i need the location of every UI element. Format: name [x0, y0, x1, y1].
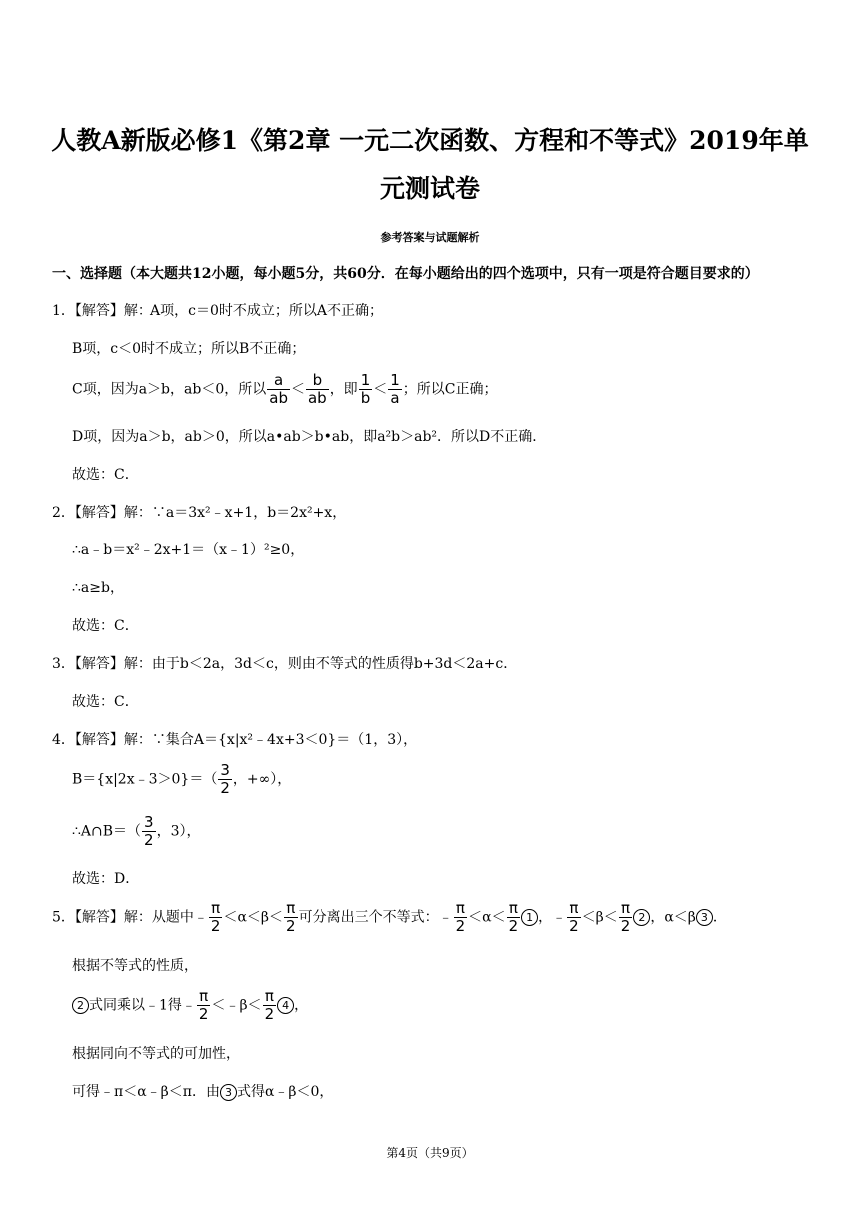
circled-number: 4 [277, 997, 294, 1014]
q5-l5-a: 可得﹣π＜α﹣β＜π．由 [72, 1084, 220, 1100]
q4-l2-pre: B＝{x|2x﹣3＞0}＝（ [72, 771, 218, 788]
fraction [619, 900, 633, 935]
q4-line-1: 4．【解答】解：∵集合A＝{x|x²﹣4x+3＜0}＝（1，3）， [52, 732, 418, 748]
numerator: π [209, 900, 223, 918]
denominator: 2 [210, 917, 221, 935]
q5-l5-b: 式得α﹣β＜0， [236, 1084, 334, 1100]
q5-line-3 [72, 988, 308, 1023]
numerator: 3 [220, 761, 230, 779]
circled-number: 1 [521, 909, 538, 926]
q5-line-5 [72, 1083, 333, 1101]
numerator: b [306, 372, 329, 390]
numerator: a [267, 372, 290, 390]
denominator: 2 [144, 831, 154, 849]
q4-l3-pre: ∴A∩B＝（ [72, 823, 142, 840]
q5-l3-a: 式同乘以﹣1得﹣ [89, 997, 196, 1014]
fraction [218, 762, 232, 797]
q5-l3-c: ， [294, 997, 309, 1014]
denominator: 2 [620, 917, 631, 935]
q1-line-a: A项，c＝0时不成立；所以A不正确； [150, 303, 383, 319]
q1-head: 1．【解答】解： [52, 303, 152, 319]
denominator: ab [269, 389, 288, 407]
numerator: π [619, 900, 633, 918]
denominator: ab [307, 389, 327, 407]
circled-number: 3 [696, 909, 713, 926]
q2-answer: 故选：C． [72, 618, 139, 634]
document-title-line-2: 元测试卷 [379, 174, 480, 203]
numerator: 1 [390, 371, 400, 389]
q5-l1-f: ＜β＜ [581, 909, 618, 926]
denominator: 2 [569, 917, 579, 935]
fraction [284, 900, 298, 935]
q5-l3-b: ＜﹣β＜ [211, 997, 262, 1014]
fraction [263, 988, 277, 1023]
q2-line-1: 2．【解答】解：∵a＝3x²﹣x+1，b＝2x²+x， [52, 505, 347, 521]
less-than: ＜ [290, 381, 305, 398]
denominator: 2 [198, 1005, 209, 1023]
numerator: 3 [144, 813, 154, 831]
q4-l3-post: ，3）， [156, 823, 201, 840]
fraction [267, 372, 290, 407]
numerator: π [263, 988, 277, 1006]
numerator: π [197, 988, 211, 1006]
numerator: π [567, 900, 581, 918]
q5-line-1 [52, 900, 727, 935]
q1-line-b: B项，c＜0时不成立；所以B不正确； [72, 341, 306, 357]
denominator: 2 [508, 917, 519, 935]
q3-line-1: 3．【解答】解：由于b＜2a，3d＜c，则由不等式的性质得b+3d＜2a+c． [52, 656, 518, 672]
q5-l1-b: ＜α＜β＜ [223, 909, 284, 926]
q1-answer: 故选：C． [72, 467, 139, 483]
q1-c-mid: ，即 [329, 381, 358, 398]
denominator: 2 [455, 917, 466, 935]
q5-l1-c: 可分离出三个不等式：﹣ [298, 909, 453, 926]
fraction [209, 900, 223, 935]
q5-l1-h: ． [712, 909, 727, 926]
less-than: ＜ [373, 381, 388, 398]
numerator: π [507, 900, 521, 918]
fraction [454, 900, 468, 935]
section-heading: 一、选择题（本大题共12小题，每小题5分，共60分．在每小题给出的四个选项中，只有一项是符合题目要求的） [52, 266, 759, 282]
document-title-line-1: 人教A新版必修1《第2章 一元二次函数、方程和不等式》2019年单 [51, 126, 809, 155]
q5-l1-a: 5．【解答】解：从题中﹣ [52, 909, 208, 926]
q1-line-c [72, 372, 498, 407]
fraction [507, 900, 521, 935]
q1-c-post: ；所以C正确； [402, 381, 498, 398]
denominator: 2 [220, 779, 230, 797]
numerator: π [454, 900, 468, 918]
q5-l1-e: ，﹣ [538, 909, 567, 926]
q4-answer: 故选：D． [72, 871, 140, 887]
fraction [197, 988, 211, 1023]
q3-answer: 故选：C． [72, 694, 139, 710]
q5-l1-d: ＜α＜ [468, 909, 506, 926]
denominator: a [390, 389, 400, 407]
q5-l1-g: ，α＜β [650, 909, 696, 926]
q5-line-4: 根据同向不等式的可加性， [72, 1046, 240, 1062]
denominator: 2 [264, 1005, 275, 1023]
q4-l2-post: ，+∞）， [232, 771, 292, 788]
numerator: 1 [360, 371, 371, 389]
denominator: 2 [286, 917, 296, 935]
q2-line-3: ∴a≥b， [72, 580, 124, 596]
denominator: b [360, 389, 371, 407]
q4-line-2 [72, 762, 291, 797]
circled-number: 2 [633, 909, 650, 926]
fraction [388, 372, 402, 407]
fraction [142, 814, 156, 849]
document-subtitle: 参考答案与试题解析 [380, 231, 480, 244]
fraction [306, 372, 329, 407]
numerator: π [284, 900, 298, 918]
page-footer: 第4页（共9页） [386, 1146, 474, 1160]
circled-number: 2 [72, 997, 89, 1014]
q1-line-d: D项，因为a＞b，ab＞0，所以a•ab＞b•ab，即a²b＞ab²．所以D不正确． [72, 429, 547, 445]
q4-line-3 [72, 814, 201, 849]
q2-line-2: ∴a﹣b＝x²﹣2x+1＝（x﹣1）²≥0， [72, 542, 305, 558]
fraction [567, 900, 581, 935]
q5-line-2: 根据不等式的性质， [72, 958, 198, 974]
q1-c-pre: C项，因为a＞b，ab＜0，所以 [72, 381, 267, 398]
fraction [359, 372, 373, 407]
circled-number: 3 [220, 1084, 237, 1101]
